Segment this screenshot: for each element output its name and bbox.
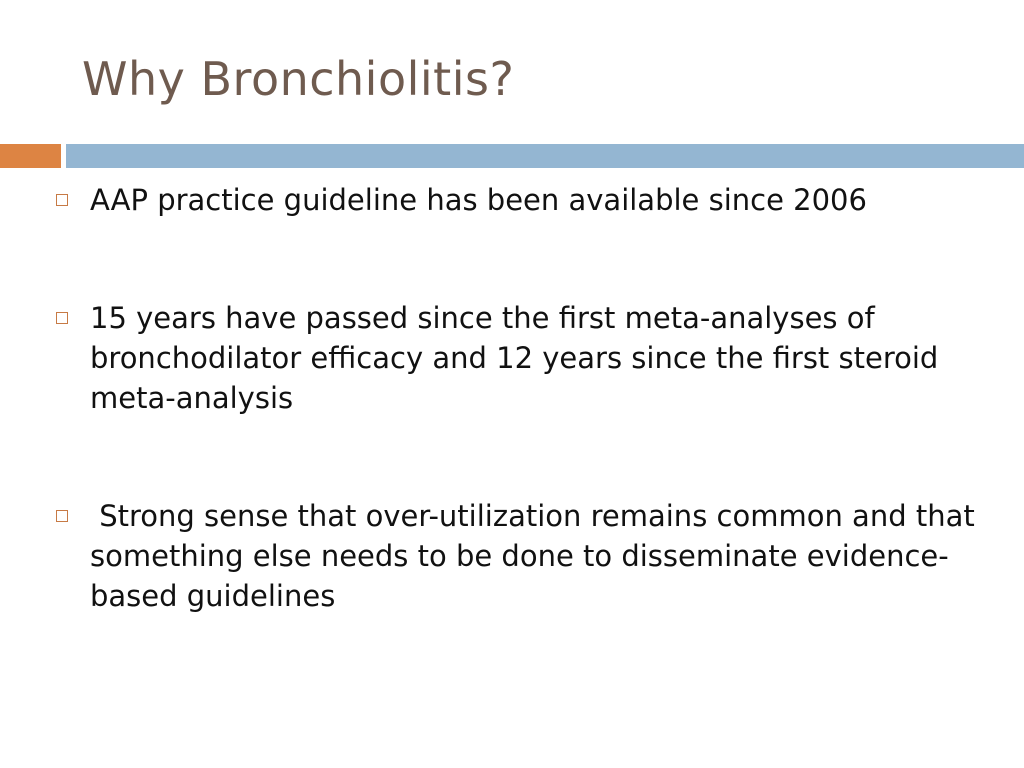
bullet-item (56, 298, 976, 418)
bullet-text: Strong sense that over-utilization remains common and that something else needs to be done to disseminate evidence-based guidelines (90, 499, 984, 613)
hollow-square-bullet-icon (56, 194, 68, 206)
bullet-text: 15 years have passed since the first meta-analyses of bronchodilator efficacy and 12 years since the first steroid meta-analysis (90, 301, 948, 415)
accent-bar-orange (0, 144, 61, 168)
slide-title: Why Bronchiolitis? (82, 52, 515, 106)
bullet-list (56, 180, 984, 616)
accent-bar-blue (66, 144, 1024, 168)
hollow-square-bullet-icon (56, 510, 68, 522)
hollow-square-bullet-icon (56, 312, 68, 324)
bullet-text: AAP practice guideline has been available since 2006 (90, 183, 867, 217)
bullet-item (56, 180, 976, 220)
bullet-item (56, 496, 984, 616)
